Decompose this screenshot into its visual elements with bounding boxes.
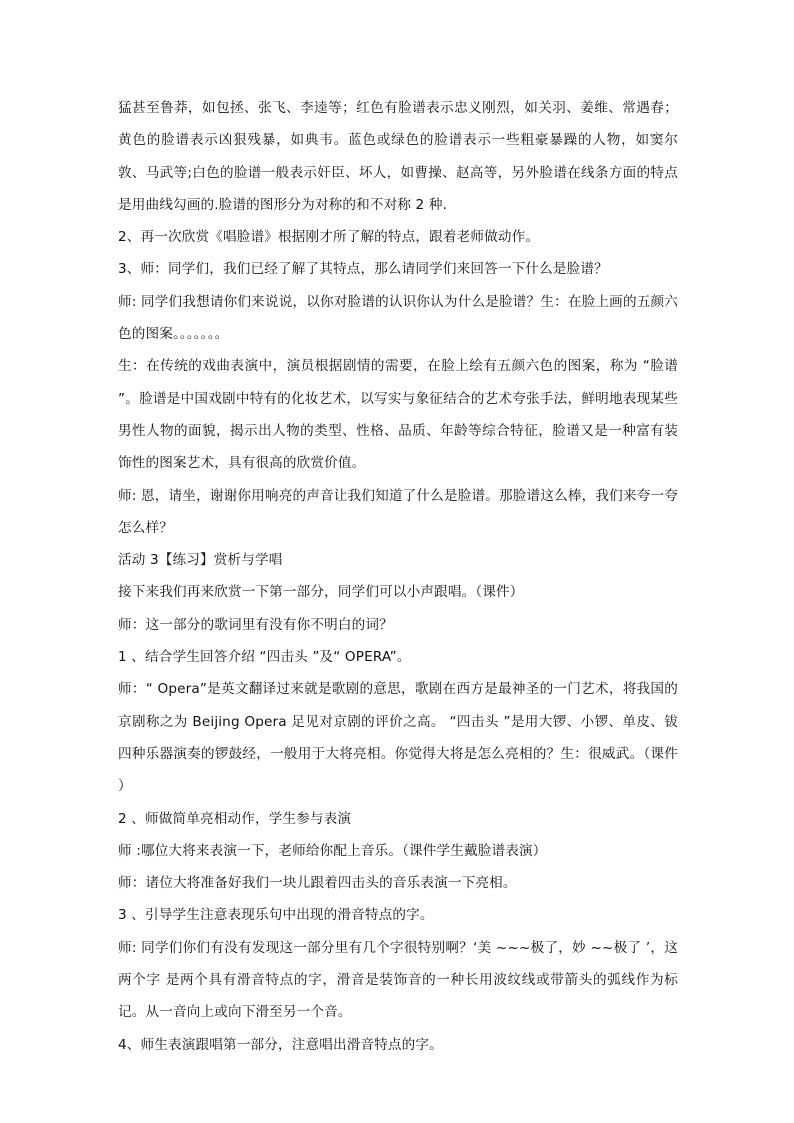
paragraph-step-3-glide: 3 、引导学生注意表现乐句中出现的滑音特点的字。 [118, 907, 434, 924]
paragraph-lyrics-question: 师：这一部分的歌词里有没有你不明白的词？ [118, 616, 393, 633]
paragraph-listen-part-one: 接下来我们再来欣赏一下第一部分，同学们可以小声跟唱。（课件） [118, 584, 524, 601]
paragraph-teacher-question: 师: 同学们我想请你们来说说，以你对脸谱的认识你认为什么是脸谱？生：在脸上画的五颜六色的图案。。。。。。。 [118, 293, 678, 343]
paragraph-step-1-sijitou: 1 、结合学生回答介绍 “四击头 ”及“ OPERA”。 [118, 649, 411, 666]
document-body [118, 92, 678, 1061]
paragraph-activity-3-heading: 活动 3【练习】赏析与学唱 [118, 552, 283, 569]
paragraph-step-2-pose: 2 、师做简单亮相动作，学生参与表演 [118, 810, 352, 827]
paragraph-group-pose: 师：诸位大将准备好我们一块儿跟着四击头的音乐表演一下亮相。 [118, 875, 517, 892]
paragraph-opera-explanation: 师：“ Opera”是英文翻译过来就是歌剧的意思，歌剧在西方是最神圣的一门艺术，将我国的京剧称之为 Beijing Opera 足见对京剧的评价之高。 “四击头 ”是用大锣、小锣、单皮、钹四种乐器演奏的锣鼓经，一般用于大将亮相。你觉得大将是怎么亮相的？生：很威武。（课件 ） [118, 681, 678, 795]
paragraph-step-2: 2、再一次欣赏《唱脸谱》根据刚才所了解的特点，跟着老师做动作。 [118, 229, 540, 246]
paragraph-step-3: 3、师：同学们，我们已经了解了其特点，那么请同学们来回答一下什么是脸谱？ [118, 261, 608, 278]
paragraph-general-performance: 师 :哪位大将来表演一下，老师给你配上音乐。（课件学生戴脸谱表演） [118, 842, 547, 859]
paragraph-teacher-praise: 师: 恩，请坐，谢谢你用响亮的声音让我们知道了什么是脸谱。那脸谱这么棒，我们来夸一夸怎么样？ [118, 487, 678, 536]
paragraph-step-4-sing: 4、师生表演跟唱第一部分，注意唱出滑音特点的字。 [118, 1036, 443, 1053]
paragraph-student-definition: 生：在传统的戏曲表演中，演员根据剧情的需要，在脸上绘有五颜六色的图案，称为 “脸谱 ”。脸谱是中国戏剧中特有的化妆艺术，以写实与象征结合的艺术夸张手法，鲜明地表现某些男性人物的面貌，揭示出人物的类型、性格、品质、年龄等综合特征，脸谱又是一种富有装饰性的图案艺术，具有很高的欣赏价值。 [118, 358, 678, 472]
paragraph-facepaint-colors: 猛甚至鲁莽，如包拯、张飞、李逵等；红色有脸谱表示忠义刚烈，如关羽、姜维、常遇春；黄色的脸谱表示凶狠残暴，如典韦。蓝色或绿色的脸谱表示一些粗豪暴躁的人物，如窦尔敦、马武等;白色的脸谱一般表示奸臣、坏人，如曹操、赵高等，另外脸谱在线条方面的特点是用曲线勾画的.脸谱的图形分为对称的和不对称 2 种. [118, 100, 678, 213]
paragraph-glide-explanation: 师: 同学们你们有没有发现这一部分里有几个字很特别啊？‘美 ~~~极了，妙 ~~极了 ’，这两个字 是两个具有滑音特点的字，滑音是装饰音的一种长用波纹线或带箭头的弧线作为标记。从一音向上或向下滑至另一个音。 [118, 939, 678, 1021]
